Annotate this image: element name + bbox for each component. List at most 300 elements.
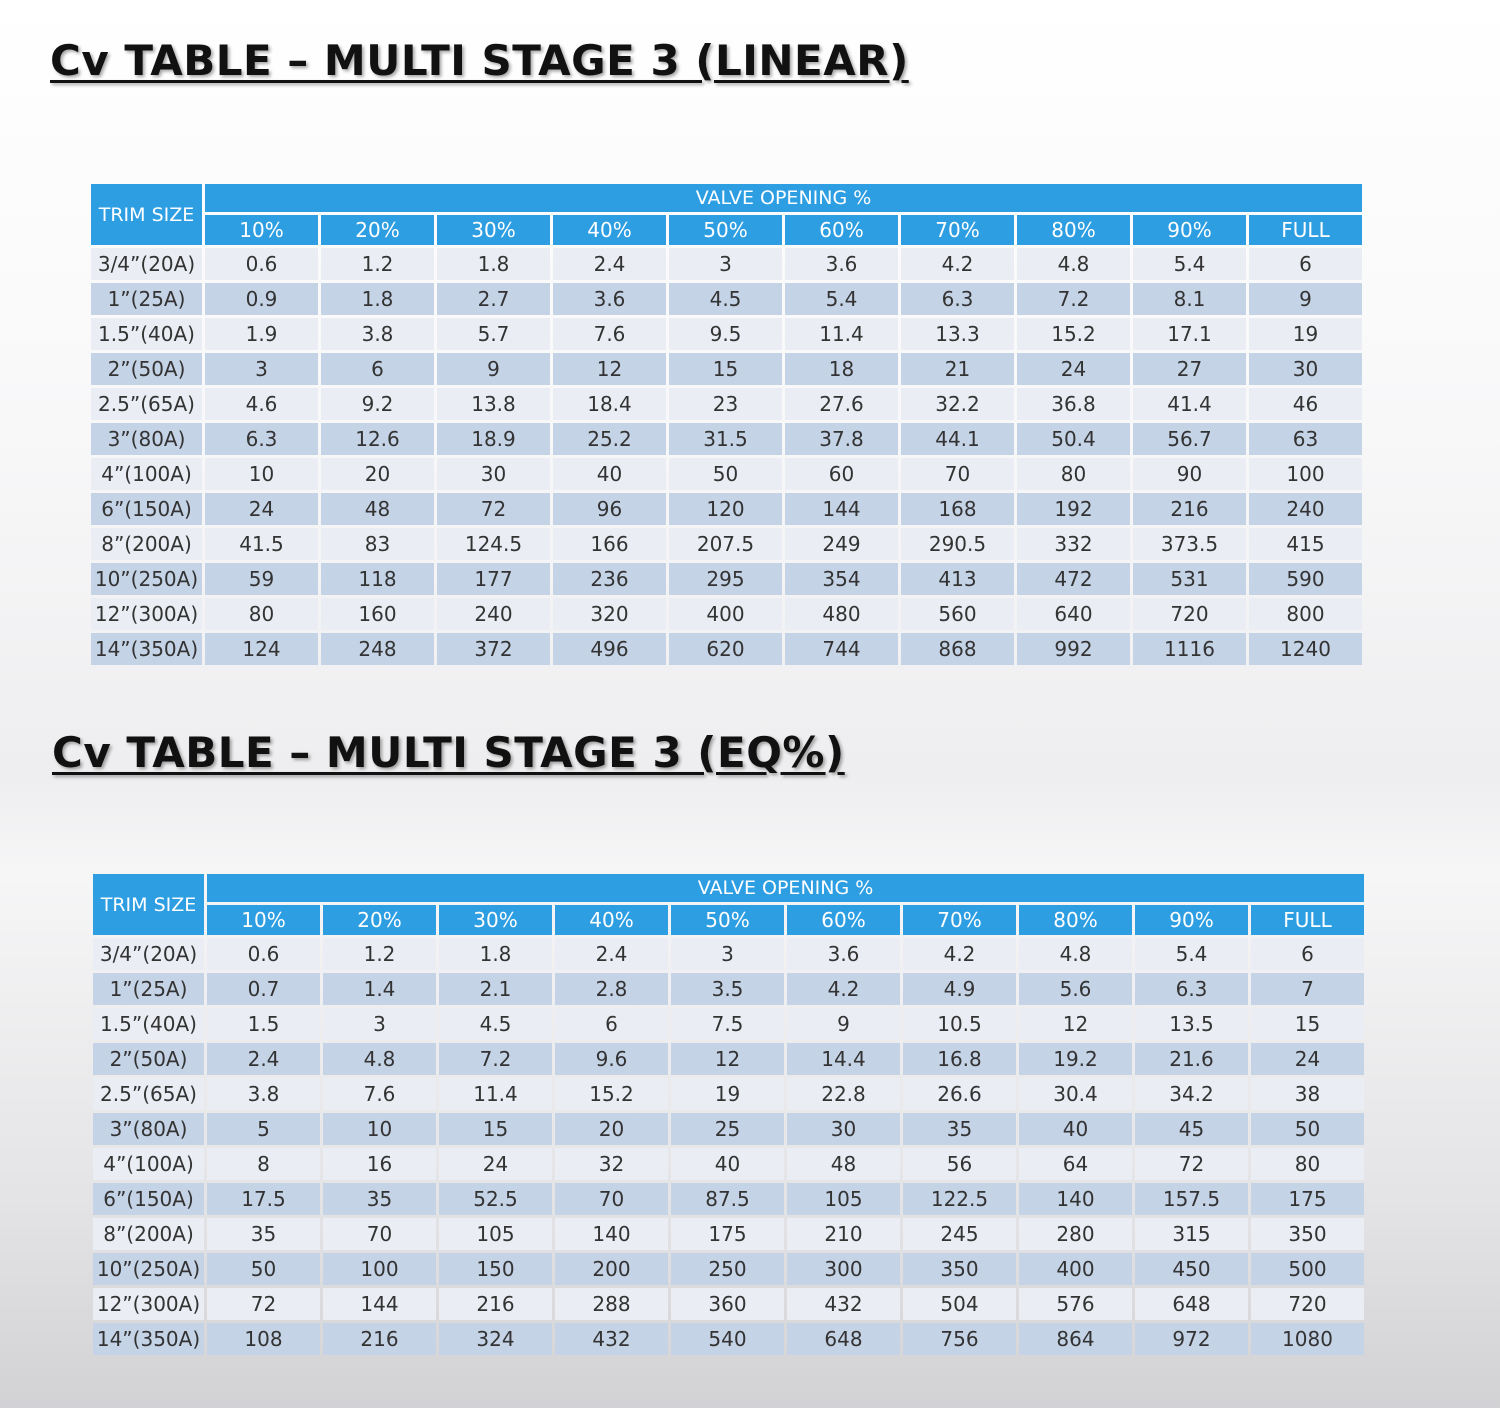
cv-value-cell: 864 [1019, 1323, 1132, 1355]
column-header: 30% [439, 905, 552, 935]
cv-value-cell: 7.2 [439, 1043, 552, 1075]
table-row [93, 1078, 1364, 1110]
cv-value-cell: 4.5 [669, 283, 782, 315]
column-header: 60% [785, 215, 898, 245]
cv-value-cell: 166 [553, 528, 666, 560]
cv-value-cell: 52.5 [439, 1183, 552, 1215]
cv-value-cell: 504 [903, 1288, 1016, 1320]
trim-size-cell: 1.5”(40A) [91, 318, 202, 350]
trim-size-cell: 3/4”(20A) [91, 248, 202, 280]
cv-value-cell: 324 [439, 1323, 552, 1355]
eq-table-title: Cv TABLE – MULTI STAGE 3 (EQ%) [52, 728, 845, 777]
cv-value-cell: 24 [205, 493, 318, 525]
cv-value-cell: 32 [555, 1148, 668, 1180]
cv-value-cell: 70 [555, 1183, 668, 1215]
cv-value-cell: 41.5 [205, 528, 318, 560]
cv-value-cell: 9.5 [669, 318, 782, 350]
cv-value-cell: 250 [671, 1253, 784, 1285]
cv-value-cell: 38 [1251, 1078, 1364, 1110]
cv-value-cell: 17.1 [1133, 318, 1246, 350]
column-header: 70% [901, 215, 1014, 245]
cv-value-cell: 19.2 [1019, 1043, 1132, 1075]
trim-size-cell: 1”(25A) [93, 973, 204, 1005]
table-row [91, 388, 1362, 420]
cv-value-cell: 20 [555, 1113, 668, 1145]
cv-value-cell: 21 [901, 353, 1014, 385]
cv-value-cell: 3.6 [785, 248, 898, 280]
cv-value-cell: 17.5 [207, 1183, 320, 1215]
cv-value-cell: 245 [903, 1218, 1016, 1250]
cv-value-cell: 12.6 [321, 423, 434, 455]
cv-value-cell: 124 [205, 633, 318, 665]
cv-value-cell: 11.4 [439, 1078, 552, 1110]
cv-value-cell: 350 [903, 1253, 1016, 1285]
cv-value-cell: 21.6 [1135, 1043, 1248, 1075]
cv-value-cell: 400 [669, 598, 782, 630]
cv-value-cell: 1080 [1251, 1323, 1364, 1355]
cv-value-cell: 24 [1017, 353, 1130, 385]
cv-value-cell: 972 [1135, 1323, 1248, 1355]
cv-value-cell: 3 [323, 1008, 436, 1040]
cv-value-cell: 240 [437, 598, 550, 630]
cv-value-cell: 35 [207, 1218, 320, 1250]
cv-value-cell: 13.8 [437, 388, 550, 420]
cv-value-cell: 14.4 [787, 1043, 900, 1075]
trim-size-cell: 2.5”(65A) [91, 388, 202, 420]
cv-value-cell: 360 [671, 1288, 784, 1320]
cv-value-cell: 432 [787, 1288, 900, 1320]
cv-value-cell: 8 [207, 1148, 320, 1180]
cv-value-cell: 80 [205, 598, 318, 630]
table-row [91, 283, 1362, 315]
cv-value-cell: 248 [321, 633, 434, 665]
cv-value-cell: 800 [1249, 598, 1362, 630]
cv-value-cell: 1.4 [323, 973, 436, 1005]
table-row [93, 1288, 1364, 1320]
cv-value-cell: 40 [553, 458, 666, 490]
table-row [91, 423, 1362, 455]
cv-value-cell: 720 [1133, 598, 1246, 630]
cv-value-cell: 5 [207, 1113, 320, 1145]
cv-value-cell: 80 [1017, 458, 1130, 490]
cv-value-cell: 4.9 [903, 973, 1016, 1005]
trim-size-cell: 4”(100A) [93, 1148, 204, 1180]
column-header: 10% [207, 905, 320, 935]
cv-value-cell: 12 [671, 1043, 784, 1075]
table-row [93, 1253, 1364, 1285]
cv-value-cell: 720 [1251, 1288, 1364, 1320]
cv-value-cell: 1.8 [439, 938, 552, 970]
trim-size-cell: 12”(300A) [93, 1288, 204, 1320]
cv-value-cell: 1.5 [207, 1008, 320, 1040]
cv-value-cell: 1.2 [323, 938, 436, 970]
trim-size-cell: 6”(150A) [93, 1183, 204, 1215]
cv-value-cell: 0.9 [205, 283, 318, 315]
cv-value-cell: 19 [671, 1078, 784, 1110]
trim-size-cell: 12”(300A) [91, 598, 202, 630]
column-header: FULL [1251, 905, 1364, 935]
table-row [93, 1043, 1364, 1075]
cv-value-cell: 105 [787, 1183, 900, 1215]
cv-value-cell: 648 [787, 1323, 900, 1355]
cv-value-cell: 15 [1251, 1008, 1364, 1040]
cv-value-cell: 118 [321, 563, 434, 595]
cv-value-cell: 6 [555, 1008, 668, 1040]
cv-value-cell: 105 [439, 1218, 552, 1250]
cv-value-cell: 63 [1249, 423, 1362, 455]
table-row [91, 633, 1362, 665]
cv-value-cell: 15.2 [555, 1078, 668, 1110]
table-row [91, 493, 1362, 525]
column-header: 20% [321, 215, 434, 245]
column-header: 80% [1019, 905, 1132, 935]
cv-value-cell: 30.4 [1019, 1078, 1132, 1110]
trim-size-cell: 14”(350A) [93, 1323, 204, 1355]
cv-table-linear [88, 181, 1365, 668]
cv-value-cell: 6 [1251, 938, 1364, 970]
cv-value-cell: 5.4 [1135, 938, 1248, 970]
cv-value-cell: 9 [787, 1008, 900, 1040]
cv-value-cell: 540 [671, 1323, 784, 1355]
table-row [91, 563, 1362, 595]
cv-value-cell: 620 [669, 633, 782, 665]
cv-value-cell: 450 [1135, 1253, 1248, 1285]
cv-value-cell: 50 [207, 1253, 320, 1285]
cv-value-cell: 5.7 [437, 318, 550, 350]
column-header: 60% [787, 905, 900, 935]
trim-size-cell: 8”(200A) [93, 1218, 204, 1250]
cv-value-cell: 50 [1251, 1113, 1364, 1145]
cv-value-cell: 216 [1133, 493, 1246, 525]
cv-value-cell: 150 [439, 1253, 552, 1285]
cv-value-cell: 413 [901, 563, 1014, 595]
cv-value-cell: 4.6 [205, 388, 318, 420]
trim-size-cell: 4”(100A) [91, 458, 202, 490]
cv-value-cell: 35 [903, 1113, 1016, 1145]
cv-table-eq [90, 871, 1367, 1358]
cv-value-cell: 6.3 [901, 283, 1014, 315]
cv-value-cell: 25 [671, 1113, 784, 1145]
cv-value-cell: 25.2 [553, 423, 666, 455]
cv-value-cell: 80 [1251, 1148, 1364, 1180]
cv-value-cell: 140 [1019, 1183, 1132, 1215]
column-header: 50% [669, 215, 782, 245]
cv-value-cell: 3.8 [207, 1078, 320, 1110]
cv-value-cell: 2.1 [439, 973, 552, 1005]
cv-value-cell: 9 [437, 353, 550, 385]
cv-value-cell: 3.6 [553, 283, 666, 315]
table-row [93, 1008, 1364, 1040]
cv-value-cell: 480 [785, 598, 898, 630]
cv-value-cell: 30 [437, 458, 550, 490]
table-row [91, 528, 1362, 560]
cv-value-cell: 3 [669, 248, 782, 280]
cv-value-cell: 1.8 [437, 248, 550, 280]
cv-value-cell: 216 [439, 1288, 552, 1320]
trim-size-cell: 3/4”(20A) [93, 938, 204, 970]
cv-value-cell: 70 [323, 1218, 436, 1250]
cv-value-cell: 18 [785, 353, 898, 385]
column-header: 50% [671, 905, 784, 935]
cv-value-cell: 640 [1017, 598, 1130, 630]
table-row [93, 1113, 1364, 1145]
trim-size-cell: 3”(80A) [91, 423, 202, 455]
column-header: 70% [903, 905, 1016, 935]
cv-value-cell: 868 [901, 633, 1014, 665]
cv-value-cell: 27.6 [785, 388, 898, 420]
trim-size-cell: 6”(150A) [91, 493, 202, 525]
cv-value-cell: 320 [553, 598, 666, 630]
cv-value-cell: 4.5 [439, 1008, 552, 1040]
cv-value-cell: 1116 [1133, 633, 1246, 665]
trim-size-cell: 10”(250A) [91, 563, 202, 595]
table-row [93, 973, 1364, 1005]
trim-size-header: TRIM SIZE [91, 184, 202, 245]
column-header: 20% [323, 905, 436, 935]
cv-value-cell: 124.5 [437, 528, 550, 560]
cv-value-cell: 15 [439, 1113, 552, 1145]
cv-value-cell: 20 [321, 458, 434, 490]
cv-value-cell: 372 [437, 633, 550, 665]
cv-value-cell: 7.6 [323, 1078, 436, 1110]
cv-value-cell: 531 [1133, 563, 1246, 595]
table-row [93, 1218, 1364, 1250]
cv-value-cell: 400 [1019, 1253, 1132, 1285]
cv-value-cell: 500 [1251, 1253, 1364, 1285]
table-row [91, 598, 1362, 630]
cv-value-cell: 0.6 [205, 248, 318, 280]
table-row [91, 353, 1362, 385]
table-row [91, 458, 1362, 490]
cv-value-cell: 22.8 [787, 1078, 900, 1110]
trim-size-cell: 2.5”(65A) [93, 1078, 204, 1110]
cv-value-cell: 2.8 [555, 973, 668, 1005]
cv-value-cell: 108 [207, 1323, 320, 1355]
cv-value-cell: 7.2 [1017, 283, 1130, 315]
cv-value-cell: 6 [321, 353, 434, 385]
cv-value-cell: 12 [553, 353, 666, 385]
cv-value-cell: 2.4 [553, 248, 666, 280]
cv-value-cell: 350 [1251, 1218, 1364, 1250]
cv-value-cell: 45 [1135, 1113, 1248, 1145]
cv-value-cell: 44.1 [901, 423, 1014, 455]
cv-value-cell: 288 [555, 1288, 668, 1320]
cv-value-cell: 16.8 [903, 1043, 1016, 1075]
cv-value-cell: 11.4 [785, 318, 898, 350]
cv-value-cell: 2.7 [437, 283, 550, 315]
cv-value-cell: 240 [1249, 493, 1362, 525]
cv-value-cell: 15 [669, 353, 782, 385]
cv-value-cell: 90 [1133, 458, 1246, 490]
cv-value-cell: 175 [1251, 1183, 1364, 1215]
column-header: 10% [205, 215, 318, 245]
cv-value-cell: 354 [785, 563, 898, 595]
cv-value-cell: 6.3 [1135, 973, 1248, 1005]
cv-value-cell: 192 [1017, 493, 1130, 525]
cv-value-cell: 26.6 [903, 1078, 1016, 1110]
cv-value-cell: 432 [555, 1323, 668, 1355]
cv-value-cell: 37.8 [785, 423, 898, 455]
cv-value-cell: 0.7 [207, 973, 320, 1005]
cv-value-cell: 295 [669, 563, 782, 595]
cv-value-cell: 6 [1249, 248, 1362, 280]
cv-value-cell: 72 [207, 1288, 320, 1320]
cv-value-cell: 70 [901, 458, 1014, 490]
column-header: 40% [555, 905, 668, 935]
cv-value-cell: 207.5 [669, 528, 782, 560]
cv-value-cell: 8.1 [1133, 283, 1246, 315]
cv-value-cell: 87.5 [671, 1183, 784, 1215]
cv-value-cell: 56 [903, 1148, 1016, 1180]
cv-value-cell: 168 [901, 493, 1014, 525]
cv-value-cell: 40 [1019, 1113, 1132, 1145]
cv-value-cell: 1.8 [321, 283, 434, 315]
cv-value-cell: 140 [555, 1218, 668, 1250]
cv-value-cell: 280 [1019, 1218, 1132, 1250]
cv-value-cell: 72 [437, 493, 550, 525]
cv-value-cell: 560 [901, 598, 1014, 630]
cv-value-cell: 19 [1249, 318, 1362, 350]
cv-value-cell: 56.7 [1133, 423, 1246, 455]
cv-value-cell: 31.5 [669, 423, 782, 455]
cv-value-cell: 13.3 [901, 318, 1014, 350]
cv-value-cell: 13.5 [1135, 1008, 1248, 1040]
cv-value-cell: 1.9 [205, 318, 318, 350]
cv-value-cell: 10 [323, 1113, 436, 1145]
trim-size-cell: 2”(50A) [91, 353, 202, 385]
cv-value-cell: 9.2 [321, 388, 434, 420]
table-row [91, 248, 1362, 280]
cv-value-cell: 4.8 [1019, 938, 1132, 970]
cv-value-cell: 4.2 [787, 973, 900, 1005]
valve-opening-header: VALVE OPENING % [205, 184, 1362, 212]
trim-size-cell: 1.5”(40A) [93, 1008, 204, 1040]
cv-value-cell: 648 [1135, 1288, 1248, 1320]
cv-value-cell: 3.5 [671, 973, 784, 1005]
cv-value-cell: 3.6 [787, 938, 900, 970]
cv-value-cell: 41.4 [1133, 388, 1246, 420]
cv-value-cell: 30 [787, 1113, 900, 1145]
cv-value-cell: 373.5 [1133, 528, 1246, 560]
table-row [93, 1183, 1364, 1215]
cv-value-cell: 72 [1135, 1148, 1248, 1180]
cv-value-cell: 9.6 [555, 1043, 668, 1075]
cv-value-cell: 3 [671, 938, 784, 970]
cv-value-cell: 50.4 [1017, 423, 1130, 455]
cv-value-cell: 60 [785, 458, 898, 490]
cv-value-cell: 100 [323, 1253, 436, 1285]
cv-value-cell: 177 [437, 563, 550, 595]
cv-value-cell: 216 [323, 1323, 436, 1355]
cv-value-cell: 7.5 [671, 1008, 784, 1040]
trim-size-cell: 14”(350A) [91, 633, 202, 665]
cv-value-cell: 5.4 [1133, 248, 1246, 280]
cv-value-cell: 744 [785, 633, 898, 665]
cv-value-cell: 5.4 [785, 283, 898, 315]
cv-value-cell: 144 [785, 493, 898, 525]
table-row [93, 1148, 1364, 1180]
cv-value-cell: 23 [669, 388, 782, 420]
cv-value-cell: 120 [669, 493, 782, 525]
cv-value-cell: 12 [1019, 1008, 1132, 1040]
cv-value-cell: 756 [903, 1323, 1016, 1355]
table-row [93, 1323, 1364, 1355]
cv-value-cell: 210 [787, 1218, 900, 1250]
cv-value-cell: 415 [1249, 528, 1362, 560]
cv-value-cell: 30 [1249, 353, 1362, 385]
cv-value-cell: 496 [553, 633, 666, 665]
cv-value-cell: 236 [553, 563, 666, 595]
cv-value-cell: 7.6 [553, 318, 666, 350]
cv-value-cell: 992 [1017, 633, 1130, 665]
cv-value-cell: 48 [787, 1148, 900, 1180]
cv-value-cell: 59 [205, 563, 318, 595]
cv-value-cell: 3.8 [321, 318, 434, 350]
cv-value-cell: 6.3 [205, 423, 318, 455]
cv-value-cell: 4.2 [903, 938, 1016, 970]
cv-value-cell: 1240 [1249, 633, 1362, 665]
cv-value-cell: 315 [1135, 1218, 1248, 1250]
cv-value-cell: 9 [1249, 283, 1362, 315]
cv-value-cell: 27 [1133, 353, 1246, 385]
column-header: 90% [1133, 215, 1246, 245]
cv-value-cell: 10.5 [903, 1008, 1016, 1040]
cv-value-cell: 175 [671, 1218, 784, 1250]
cv-value-cell: 2.4 [555, 938, 668, 970]
cv-value-cell: 4.8 [1017, 248, 1130, 280]
cv-value-cell: 100 [1249, 458, 1362, 490]
linear-table-title: Cv TABLE – MULTI STAGE 3 (LINEAR) [50, 36, 909, 85]
trim-size-cell: 2”(50A) [93, 1043, 204, 1075]
cv-value-cell: 18.9 [437, 423, 550, 455]
cv-value-cell: 200 [555, 1253, 668, 1285]
cv-value-cell: 24 [1251, 1043, 1364, 1075]
valve-opening-header: VALVE OPENING % [207, 874, 1364, 902]
cv-value-cell: 7 [1251, 973, 1364, 1005]
cv-value-cell: 144 [323, 1288, 436, 1320]
cv-value-cell: 35 [323, 1183, 436, 1215]
cv-value-cell: 332 [1017, 528, 1130, 560]
cv-value-cell: 157.5 [1135, 1183, 1248, 1215]
trim-size-cell: 8”(200A) [91, 528, 202, 560]
trim-size-cell: 10”(250A) [93, 1253, 204, 1285]
cv-value-cell: 3 [205, 353, 318, 385]
cv-value-cell: 50 [669, 458, 782, 490]
cv-value-cell: 290.5 [901, 528, 1014, 560]
column-header: FULL [1249, 215, 1362, 245]
cv-value-cell: 122.5 [903, 1183, 1016, 1215]
trim-size-cell: 3”(80A) [93, 1113, 204, 1145]
cv-value-cell: 472 [1017, 563, 1130, 595]
column-header: 30% [437, 215, 550, 245]
table-row [93, 938, 1364, 970]
cv-value-cell: 36.8 [1017, 388, 1130, 420]
cv-value-cell: 0.6 [207, 938, 320, 970]
column-header: 40% [553, 215, 666, 245]
cv-value-cell: 34.2 [1135, 1078, 1248, 1110]
cv-value-cell: 18.4 [553, 388, 666, 420]
cv-value-cell: 1.2 [321, 248, 434, 280]
cv-value-cell: 4.2 [901, 248, 1014, 280]
cv-value-cell: 64 [1019, 1148, 1132, 1180]
cv-value-cell: 590 [1249, 563, 1362, 595]
cv-value-cell: 15.2 [1017, 318, 1130, 350]
cv-value-cell: 300 [787, 1253, 900, 1285]
cv-value-cell: 40 [671, 1148, 784, 1180]
cv-value-cell: 46 [1249, 388, 1362, 420]
cv-value-cell: 96 [553, 493, 666, 525]
cv-value-cell: 32.2 [901, 388, 1014, 420]
